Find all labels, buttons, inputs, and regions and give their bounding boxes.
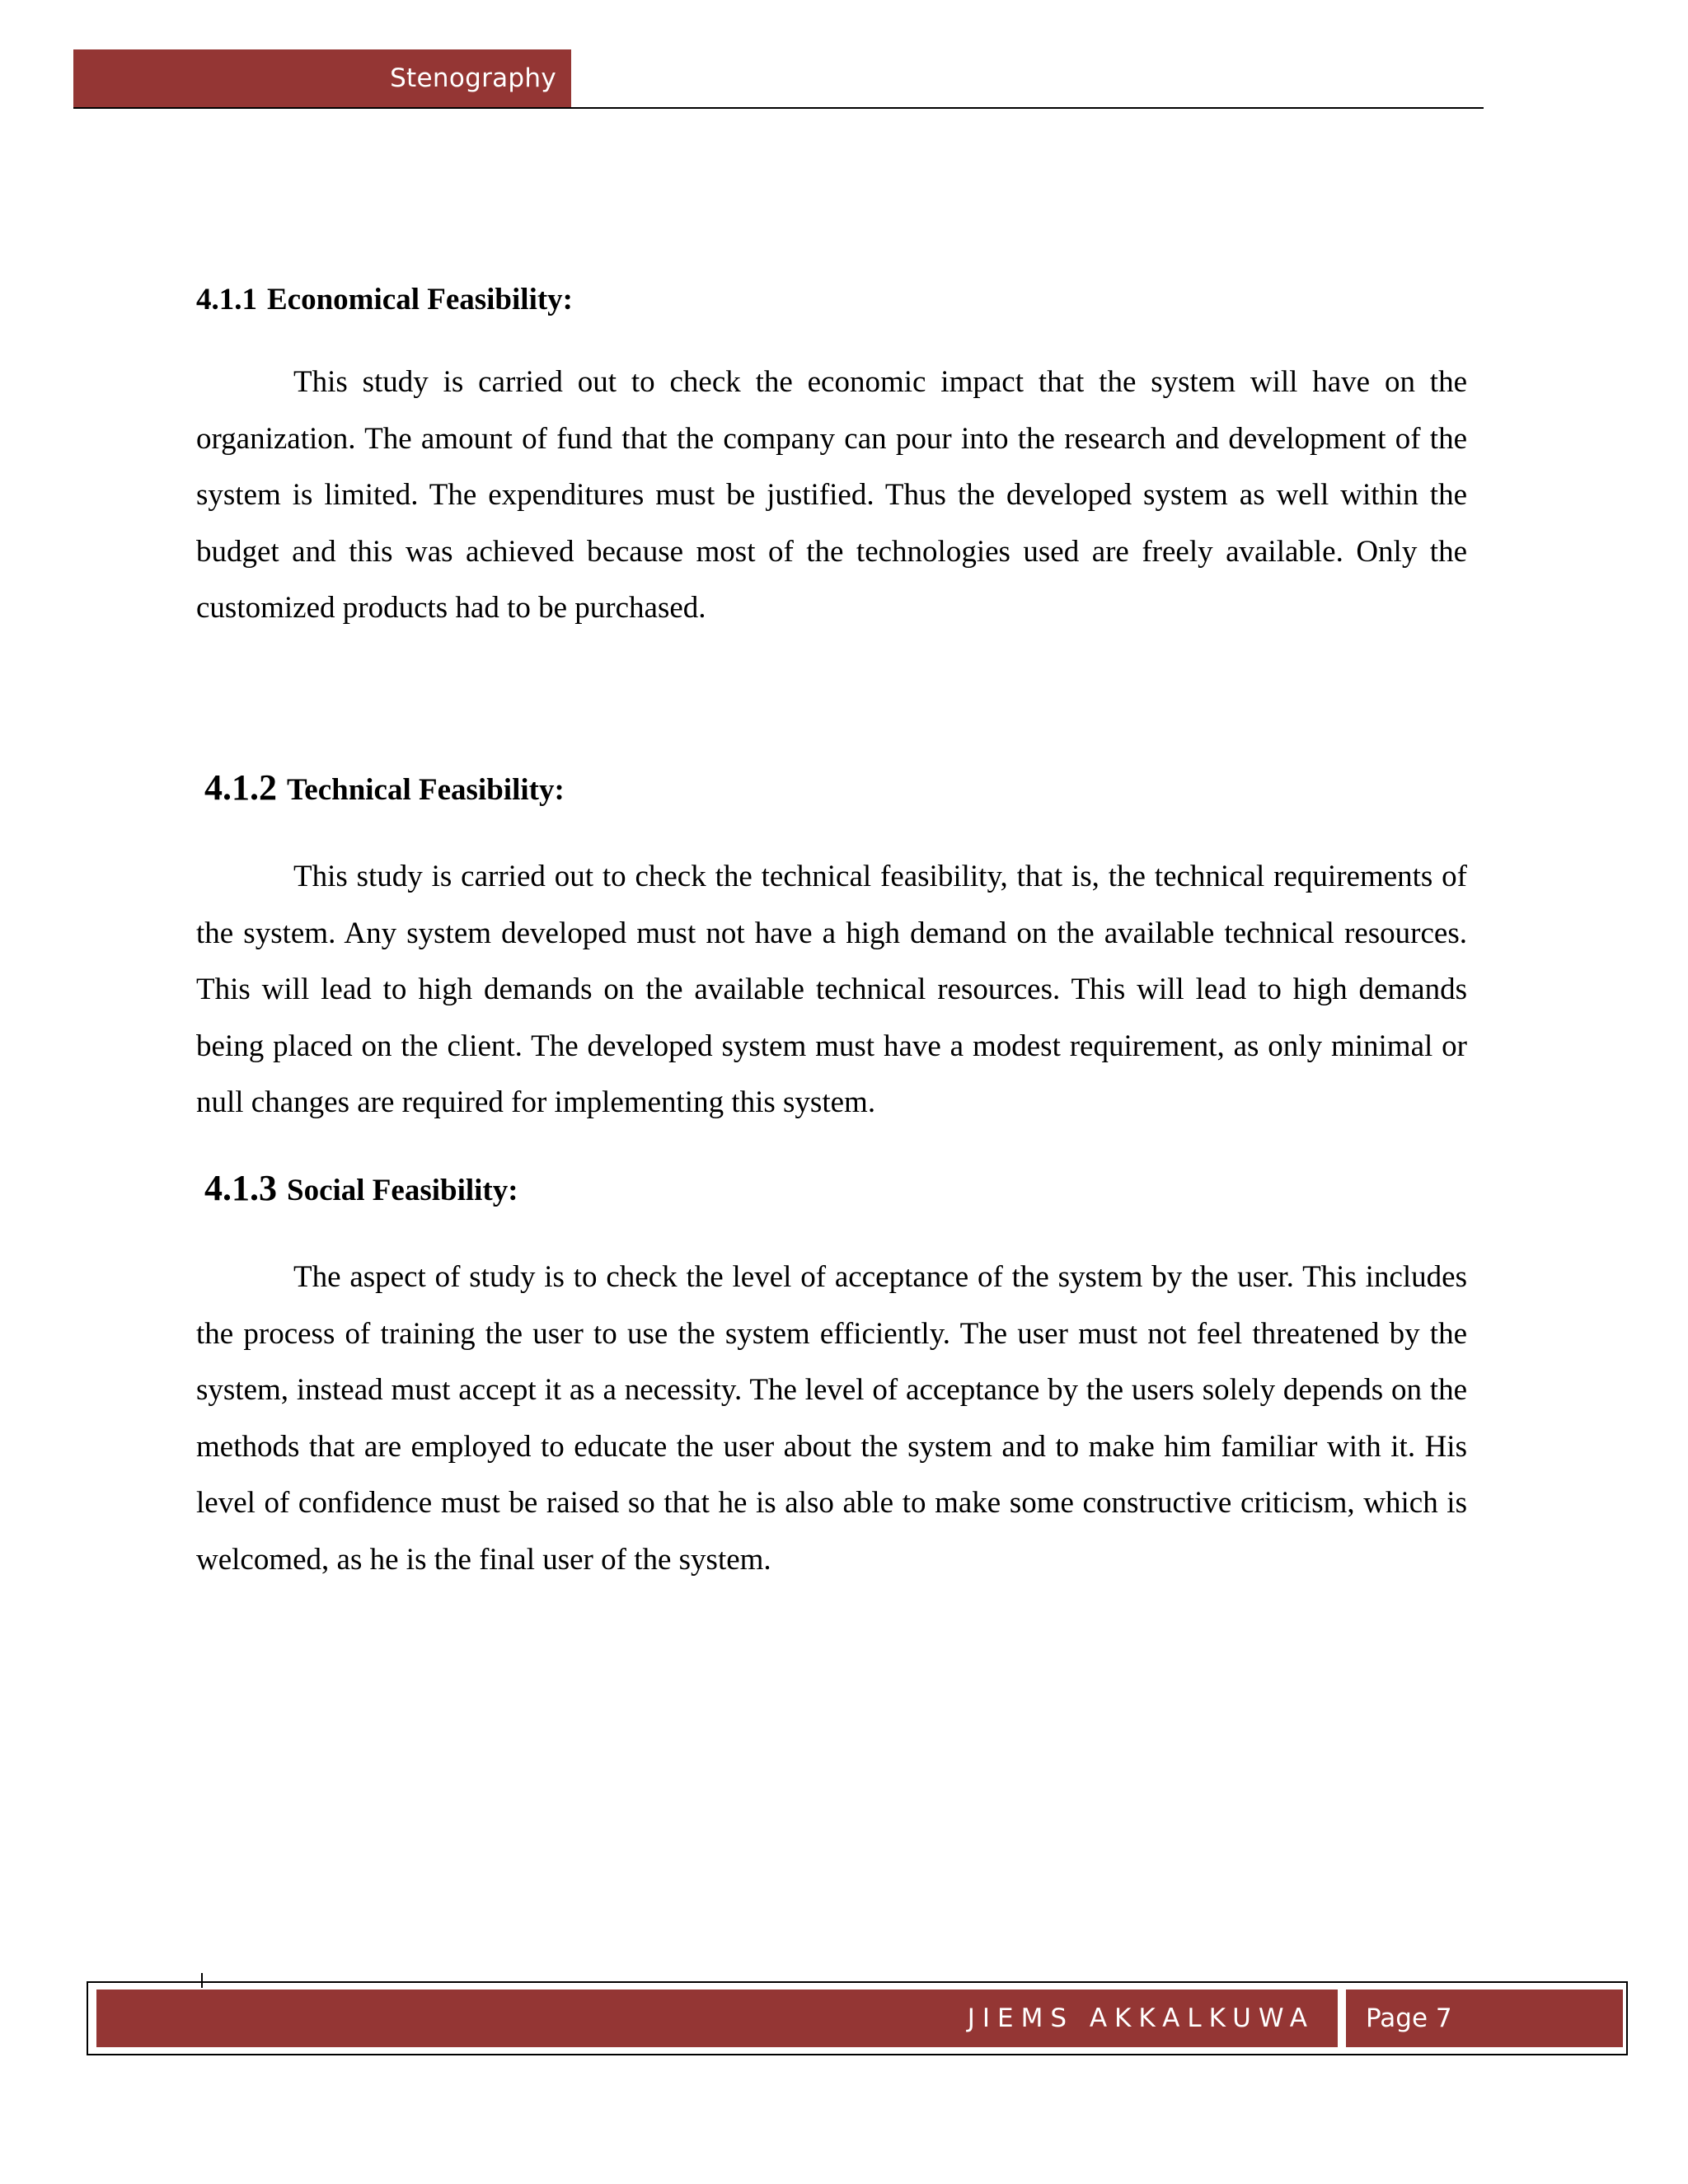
- section-number: 4.1.1: [196, 283, 257, 316]
- section-title: Economical Feasibility:: [267, 283, 573, 316]
- footer-organization-bar: [96, 1990, 1338, 2047]
- section-title: Social Feasibility:: [287, 1174, 518, 1207]
- header-rule: [73, 107, 1484, 109]
- section-paragraph-technical: This study is carried out to check the technical feasibility, that is, the technical requirements of the system. Any system developed must not have a high demand on the available technical resources. This will lead to high demands on the available technical resources. This will lead to high demands being placed on the client. The developed system must have a modest requirement, as only minimal or null changes are required for implementing this system.: [196, 860, 1467, 1119]
- section-title: Technical Feasibility:: [287, 773, 565, 807]
- header-title: Stenography: [390, 63, 556, 93]
- section-heading-economical: [196, 282, 573, 318]
- section-paragraph-economical: This study is carried out to check the economic impact that the system will have on the organization. The amount of fund that the company can pour into the research and development of the system is limited. The expenditures must be justified. Thus the developed system as well within the budget and this was achieved because most of the technologies used are freely available. Only the customized products had to be purchased.: [196, 365, 1467, 625]
- footer-organization: JIEMS AKKALKUWA: [967, 2004, 1315, 2033]
- section-number: 4.1.2: [204, 767, 277, 808]
- section-heading-technical: [204, 767, 565, 808]
- section-heading-social: [204, 1170, 518, 1209]
- footer-page-bar: [1346, 1990, 1623, 2047]
- section-paragraph-social: The aspect of study is to check the level of acceptance of the system by the user. This includes the process of training the user to use the system efficiently. The user must not feel threatened by the system, instead must accept it as a necessity. The level of acceptance by the users solely depends on the methods that are employed to educate the user about the system and to make him familiar with it. His level of confidence must be raised so that he is also able to make some constructive criticism, which is welcomed, as he is the final user of the system.: [196, 1260, 1467, 1577]
- footer: [87, 1981, 1628, 2055]
- header-tab: [73, 49, 571, 107]
- page-number: Page 7: [1366, 2004, 1452, 2033]
- section-number: 4.1.3: [204, 1168, 277, 1208]
